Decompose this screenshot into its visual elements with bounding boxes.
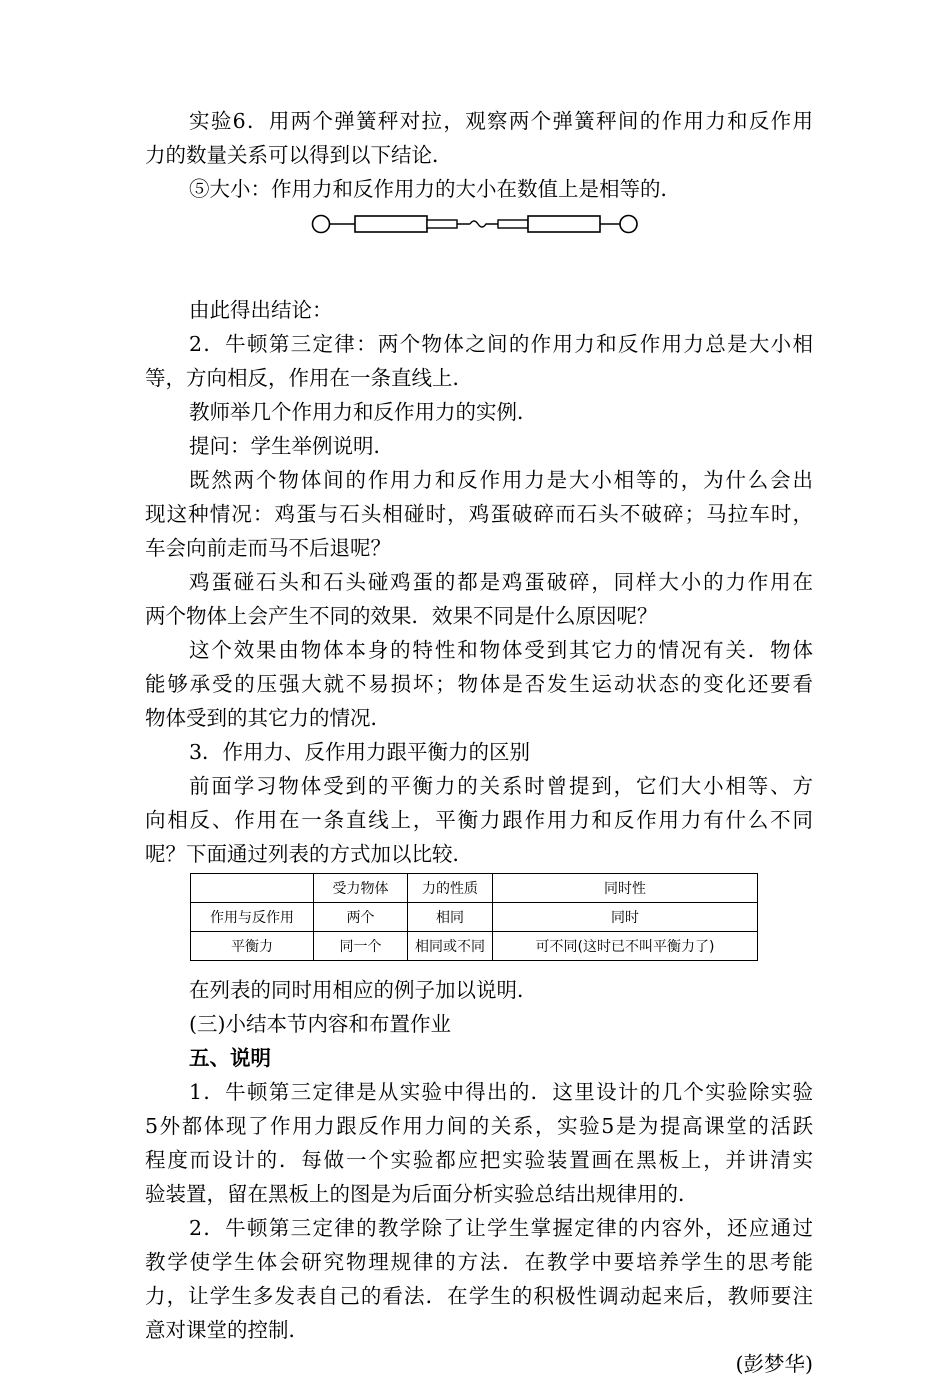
text-line: (三)小结本节内容和布置作业 [189, 1012, 451, 1036]
table-row [191, 932, 758, 961]
table-cell: 两个 [314, 903, 408, 932]
table-cell: 相同或不同 [408, 932, 493, 961]
right-scale-rod [498, 220, 528, 228]
table-cell: 相同 [408, 903, 493, 932]
text-line: 实验6．用两个弹簧秤对拉，观察两个弹簧秤间的作用力和反作用 [189, 109, 813, 133]
text-line: ⑤大小：作用力和反作用力的大小在数值上是相等的． [189, 177, 681, 201]
text-line: 教学使学生体会研究物理规律的方法．在教学中要培养学生的思考能 [145, 1250, 813, 1274]
text-line: 验装置，留在黑板上的图是为后面分析实验总结出规律用的． [145, 1182, 699, 1206]
text-line: 车会向前走而马不后退呢？ [145, 536, 391, 560]
text-line: 2．牛顿第三定律：两个物体之间的作用力和反作用力总是大小相 [189, 332, 813, 356]
text-line: 鸡蛋碰石头和石头碰鸡蛋的都是鸡蛋破碎，同样大小的力作用在 [189, 570, 813, 594]
text-line: 能够承受的压强大就不易损坏；物体是否发生运动状态的变化还要看 [145, 672, 813, 696]
table-header-cell: 力的性质 [408, 874, 493, 903]
table-cell: 同一个 [314, 932, 408, 961]
text-line: 1．牛顿第三定律是从实验中得出的．这里设计的几个实验除实验 [189, 1080, 813, 1104]
text-line: 五、说明 [189, 1046, 271, 1070]
text-line: 程度而设计的．每做一个实验都应把实验装置画在黑板上，并讲清实 [145, 1148, 813, 1172]
paragraphs-mid [145, 293, 813, 871]
text-line: 既然两个物体间的作用力和反作用力是大小相等的，为什么会出 [189, 468, 813, 492]
table-cell: 同时 [493, 903, 758, 932]
text-line: 呢？下面通过列表的方式加以比较． [145, 842, 473, 866]
document-page [145, 104, 813, 1381]
text-line: 由此得出结论： [189, 298, 333, 322]
table-cell: 作用与反作用 [191, 903, 314, 932]
paragraphs-bottom [145, 973, 813, 1347]
right-scale-body [528, 216, 600, 232]
text-line: 前面学习物体受到的平衡力的关系时曾提到，它们大小相等、方 [189, 774, 813, 798]
text-line: 现这种情况：鸡蛋与石头相碰时，鸡蛋破碎而石头不破碎；马拉车时， [145, 502, 813, 526]
left-scale-body [355, 216, 427, 232]
spring-scale-diagram [145, 207, 813, 247]
left-ring [313, 216, 330, 233]
text-line: 物体受到的其它力的情况． [145, 706, 391, 730]
text-line: 3．作用力、反作用力跟平衡力的区别 [189, 740, 531, 764]
text-line: 力的数量关系可以得到以下结论． [145, 143, 453, 167]
text-line: 等，方向相反，作用在一条直线上． [145, 366, 473, 390]
text-line: 意对课堂的控制． [145, 1318, 309, 1342]
text-line: 力，让学生多发表自己的看法．在学生的积极性调动起来后，教师要注 [145, 1284, 813, 1308]
text-line: 这个效果由物体本身的特性和物体受到其它力的情况有关．物体 [189, 638, 813, 662]
text-line: 向相反、作用在一条直线上，平衡力跟作用力和反作用力有什么不同 [145, 808, 813, 832]
text-line: 教师举几个作用力和反作用力的实例． [189, 400, 538, 424]
paragraphs-top [145, 104, 813, 206]
comparison-table [190, 873, 758, 961]
right-ring [620, 216, 637, 233]
hook [457, 221, 498, 227]
text-line: 在列表的同时用相应的例子加以说明． [189, 978, 538, 1002]
text-line: 提问：学生举例说明． [189, 434, 394, 458]
table-header-cell [191, 874, 314, 903]
table-cell: 可不同(这时已不叫平衡力了) [493, 932, 758, 961]
author-signature: (彭梦华) [735, 1352, 813, 1376]
table-header-cell: 同时性 [493, 874, 758, 903]
spring-scales-figure [310, 207, 640, 241]
text-line: 两个物体上会产生不同的效果．效果不同是什么原因呢？ [145, 604, 658, 628]
table-header-row [191, 874, 758, 903]
table-cell: 平衡力 [191, 932, 314, 961]
left-scale-rod [427, 220, 457, 228]
text-line: 5外都体现了作用力跟反作用力间的关系，实验5是为提高课堂的活跃 [145, 1114, 813, 1138]
text-line: 2．牛顿第三定律的教学除了让学生掌握定律的内容外，还应通过 [189, 1216, 813, 1240]
table-row [191, 903, 758, 932]
table-header-cell: 受力物体 [314, 874, 408, 903]
